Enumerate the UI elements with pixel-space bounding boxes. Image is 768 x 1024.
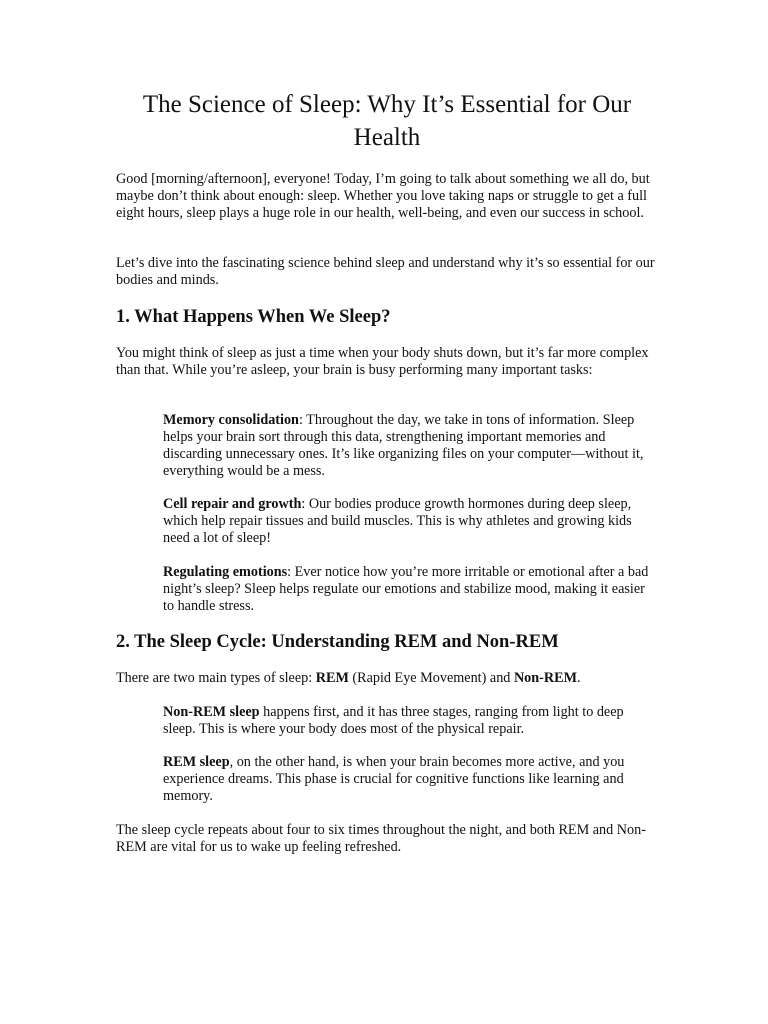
intro-text-pre: There are two main types of sleep: — [116, 670, 316, 686]
term-rem: REM — [315, 670, 349, 686]
intro-text-post: . — [577, 670, 581, 686]
term-cell-repair: Cell repair and growth — [163, 496, 302, 512]
section-2-heading: 2. The Sleep Cycle: Understanding REM and Non-REM — [116, 632, 559, 652]
list-item-regulating-emotions — [163, 564, 658, 615]
term-non-rem: Non-REM — [513, 670, 577, 686]
desc-memory-consolidation: : Throughout the day, we take in tons of information. Sleep helps your brain sort through this data, strengthening important memories and discarding unnecessary ones. It’s like organizing files on your computer—without it, everything would be a mess. — [163, 412, 644, 479]
intro-paragraph-2: Let’s dive into the fascinating science behind sleep and understand why it’s so essential for our bodies and minds. — [116, 255, 655, 288]
term-memory-consolidation: Memory consolidation — [163, 412, 299, 428]
desc-non-rem-sleep: happens first, and it has three stages, ranging from light to deep sleep. This is where your body does most of the physical repair. — [163, 704, 624, 737]
list-item-cell-repair — [163, 496, 658, 547]
term-rem-sleep: REM sleep — [163, 754, 230, 770]
list-item-non-rem-sleep — [163, 704, 658, 738]
term-non-rem-sleep: Non-REM sleep — [163, 704, 260, 720]
list-item-rem-sleep — [163, 754, 658, 805]
desc-cell-repair: : Our bodies produce growth hormones during deep sleep, which help repair tissues and build muscles. This is why athletes and growing kids need a lot of sleep! — [163, 496, 632, 546]
section-1-heading: 1. What Happens When We Sleep? — [116, 307, 391, 327]
intro-text-mid: (Rapid Eye Movement) and — [348, 670, 514, 686]
intro-paragraph-1: Good [morning/afternoon], everyone! Today, I’m going to talk about something we all do, but maybe don’t think about enough: sleep. Whether you love taking naps or struggle to get a full eight hours, sleep plays a huge role in our health, well-being, and even our success in school. — [116, 171, 650, 221]
document-title: The Science of Sleep: Why It’s Essential for Our Health — [142, 91, 632, 151]
desc-rem-sleep: , on the other hand, is when your brain becomes more active, and you experience dreams. This phase is crucial for cognitive functions like learning and memory. — [163, 754, 625, 804]
list-item-memory-consolidation — [163, 412, 658, 480]
section-1-intro: You might think of sleep as just a time when your body shuts down, but it’s far more complex than that. While you’re asleep, your brain is busy performing many important tasks: — [116, 345, 649, 378]
term-regulating-emotions: Regulating emotions — [163, 564, 288, 580]
section-2-intro — [116, 670, 656, 687]
desc-regulating-emotions: : Ever notice how you’re more irritable or emotional after a bad night’s sleep? Sleep helps regulate our emotions and stabilize mood, making it easier to handle stress. — [163, 564, 649, 614]
section-2-closing: The sleep cycle repeats about four to six times throughout the night, and both REM and Non-REM are vital for us to wake up feeling refreshed. — [116, 822, 646, 855]
